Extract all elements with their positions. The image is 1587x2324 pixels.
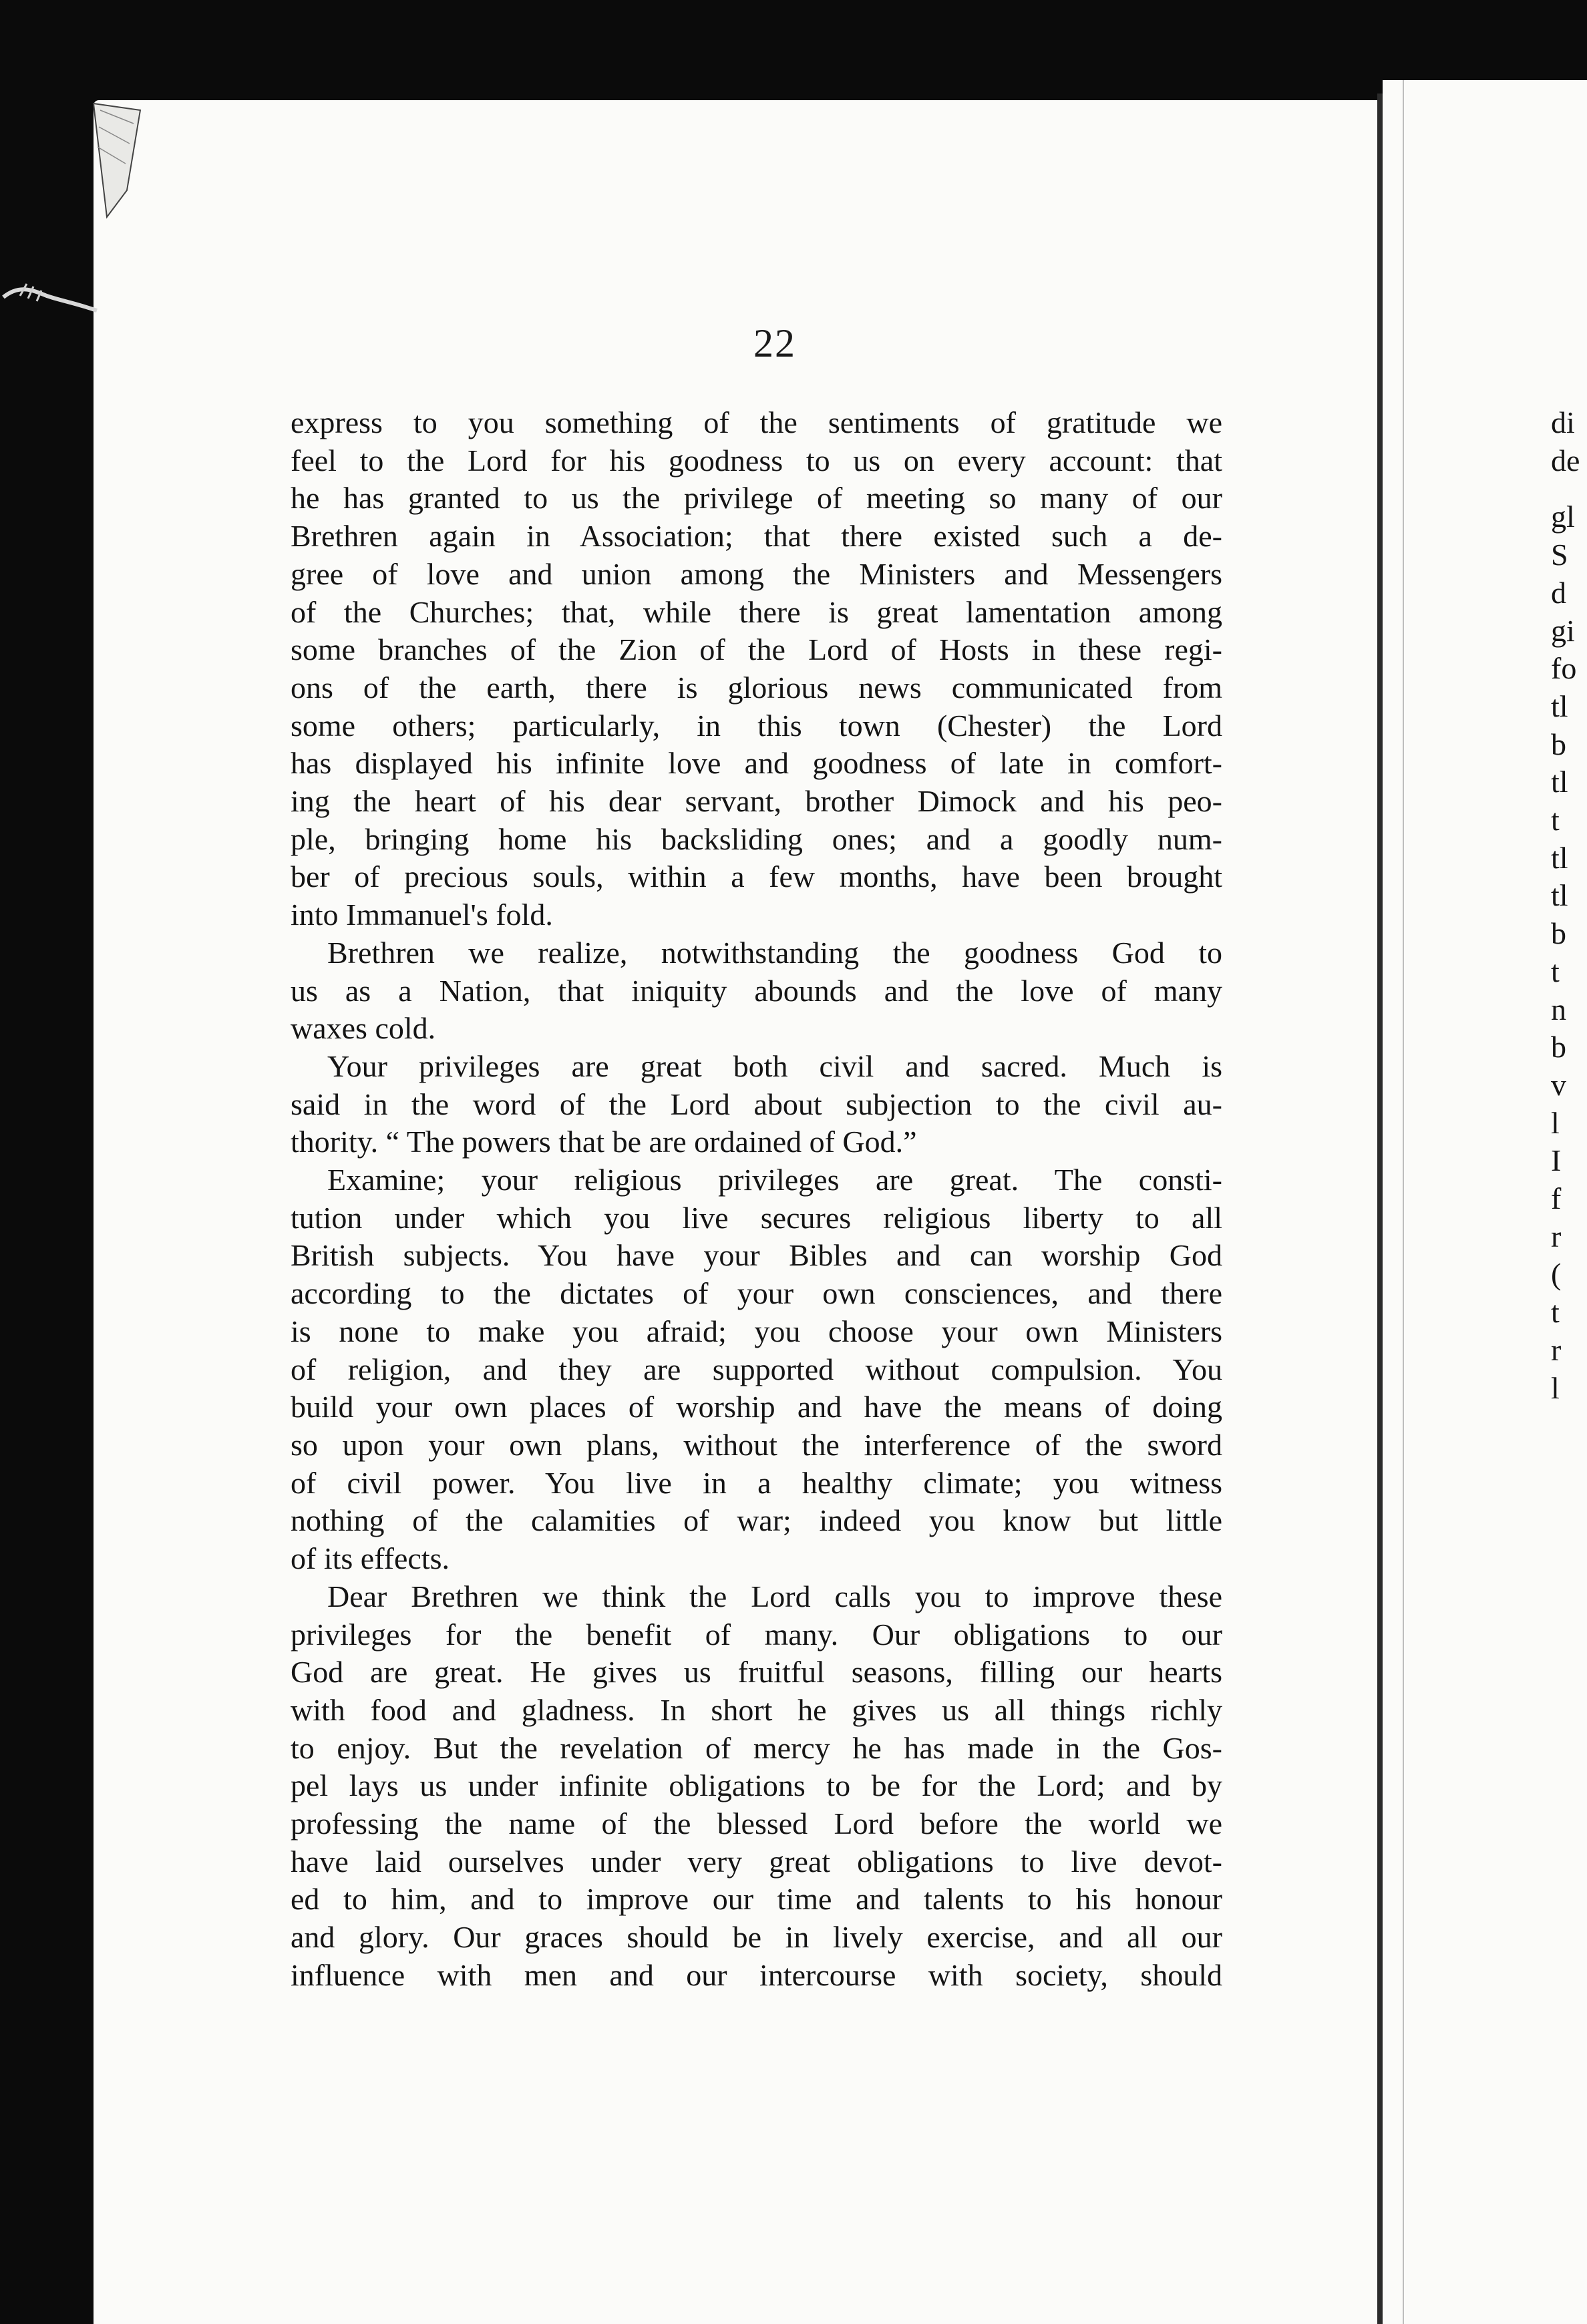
facing-page-fragment: t (1551, 1295, 1560, 1330)
facing-page-fragment: fo (1551, 651, 1577, 686)
text-line: privileges for the benefit of many. Our obligations to our (291, 1617, 1222, 1652)
text-line: ons of the earth, there is glorious news communicated from (291, 670, 1222, 705)
text-line: some branches of the Zion of the Lord of Hosts in these regi- (291, 632, 1222, 667)
facing-page-fragment: t (1551, 803, 1560, 837)
text-line: so upon your own plans, without the interference of the sword (291, 1427, 1222, 1462)
facing-page-fragment: t (1551, 954, 1560, 988)
text-line: he has granted to us the privilege of meeting so many of our (291, 481, 1222, 516)
text-line: gree of love and union among the Ministers and Messengers (291, 556, 1222, 591)
text-line: of its effects. (291, 1541, 450, 1576)
facing-page-fragment: b (1551, 916, 1566, 951)
facing-page-fragment: l (1551, 1105, 1560, 1140)
facing-page-fragment: b (1551, 727, 1566, 761)
binding-clip-mark (0, 270, 100, 324)
gutter-line (1403, 80, 1404, 2324)
facing-page-fragment: r (1551, 1219, 1562, 1253)
text-line: build your own places of worship and have the means of doing (291, 1390, 1222, 1424)
text-line: express to you something of the sentiments of gratitude we (291, 405, 1222, 439)
facing-page-fragment: de (1551, 443, 1580, 477)
text-line: nothing of the calamities of war; indeed you know but little (291, 1503, 1222, 1538)
text-line: ed to him, and to improve our time and talents to his honour (291, 1882, 1222, 1917)
facing-page-fragment: tl (1551, 840, 1568, 875)
facing-page-fragment: tl (1551, 689, 1568, 723)
facing-page-fragment: d (1551, 575, 1566, 610)
text-line: ing the heart of his dear servant, brother Dimock and his peo- (291, 784, 1222, 819)
text-line: with food and gladness. In short he gives us all things richly (291, 1692, 1222, 1727)
facing-page-fragment: l (1551, 1370, 1560, 1405)
text-line: of the Churches; that, while there is great lamentation among (291, 594, 1222, 629)
facing-page-fragment: tl (1551, 878, 1568, 913)
facing-page-fragment: S (1551, 538, 1568, 572)
text-line: us as a Nation, that iniquity abounds and the love of many (291, 973, 1222, 1008)
text-line: waxes cold. (291, 1011, 436, 1046)
text-line: Brethren again in Association; that there existed such a de- (291, 519, 1222, 554)
facing-page-fragment: f (1551, 1181, 1562, 1216)
text-line: British subjects. You have your Bibles and can worship God (291, 1238, 1222, 1273)
text-line: God are great. He gives us fruitful seasons, filling our hearts (291, 1655, 1222, 1690)
text-line: Dear Brethren we think the Lord calls you to improve these (327, 1579, 1222, 1613)
text-line: said in the word of the Lord about subjection to the civil au- (291, 1087, 1222, 1121)
text-line: professing the name of the blessed Lord before the world we (291, 1806, 1222, 1841)
facing-page-fragment: gi (1551, 613, 1575, 648)
text-line: according to the dictates of your own consciences, and there (291, 1276, 1222, 1311)
text-line: tution under which you live secures religious liberty to all (291, 1200, 1222, 1235)
text-line: of religion, and they are supported without compulsion. You (291, 1352, 1222, 1386)
facing-page-fragment: v (1551, 1067, 1566, 1102)
text-line: and glory. Our graces should be in lively exercise, and all our (291, 1920, 1222, 1955)
facing-page-fragment: n (1551, 992, 1566, 1026)
text-line: has displayed his infinite love and goodness of late in comfort- (291, 746, 1222, 781)
text-line: Your privileges are great both civil and sacred. Much is (327, 1048, 1222, 1083)
page-fold (1377, 93, 1383, 2324)
text-line: Examine; your religious privileges are great. The consti- (327, 1163, 1222, 1197)
text-line: is none to make you afraid; you choose your own Ministers (291, 1314, 1222, 1348)
text-line: ber of precious souls, within a few months, have been brought (291, 859, 1222, 894)
text-line: feel to the Lord for his goodness to us on every account: that (291, 443, 1222, 477)
text-line: have laid ourselves under very great obligations to live devot- (291, 1844, 1222, 1879)
text-line: Brethren we realize, notwithstanding the goodness God to (327, 935, 1222, 970)
facing-page-fragment: di (1551, 405, 1575, 439)
facing-page-fragment: b (1551, 1030, 1566, 1064)
facing-page-fragment: I (1551, 1143, 1562, 1178)
text-line: of civil power. You live in a healthy climate; you witness (291, 1465, 1222, 1500)
text-line: ple, bringing home his backsliding ones; and a goodly num- (291, 821, 1222, 856)
page-corner-curl (87, 97, 147, 224)
facing-page-fragment: r (1551, 1332, 1562, 1367)
text-line: thority. “ The powers that be are ordained of God.” (291, 1125, 917, 1159)
text-line: into Immanuel's fold. (291, 898, 553, 932)
facing-page-fragment: tl (1551, 765, 1568, 799)
text-line: pel lays us under infinite obligations to be for the Lord; and by (291, 1768, 1222, 1803)
page-number: 22 (753, 321, 796, 365)
facing-page-fragment: ( (1551, 1257, 1562, 1292)
facing-page-fragment: gl (1551, 500, 1575, 534)
text-line: influence with men and our intercourse with society, should (291, 1957, 1222, 1992)
body-text (291, 404, 1222, 1995)
text-line: to enjoy. But the revelation of mercy he has made in the Gos- (291, 1730, 1222, 1765)
facing-page-text-fragments (1551, 404, 1587, 1407)
text-line: some others; particularly, in this town (Chester) the Lord (291, 708, 1222, 743)
